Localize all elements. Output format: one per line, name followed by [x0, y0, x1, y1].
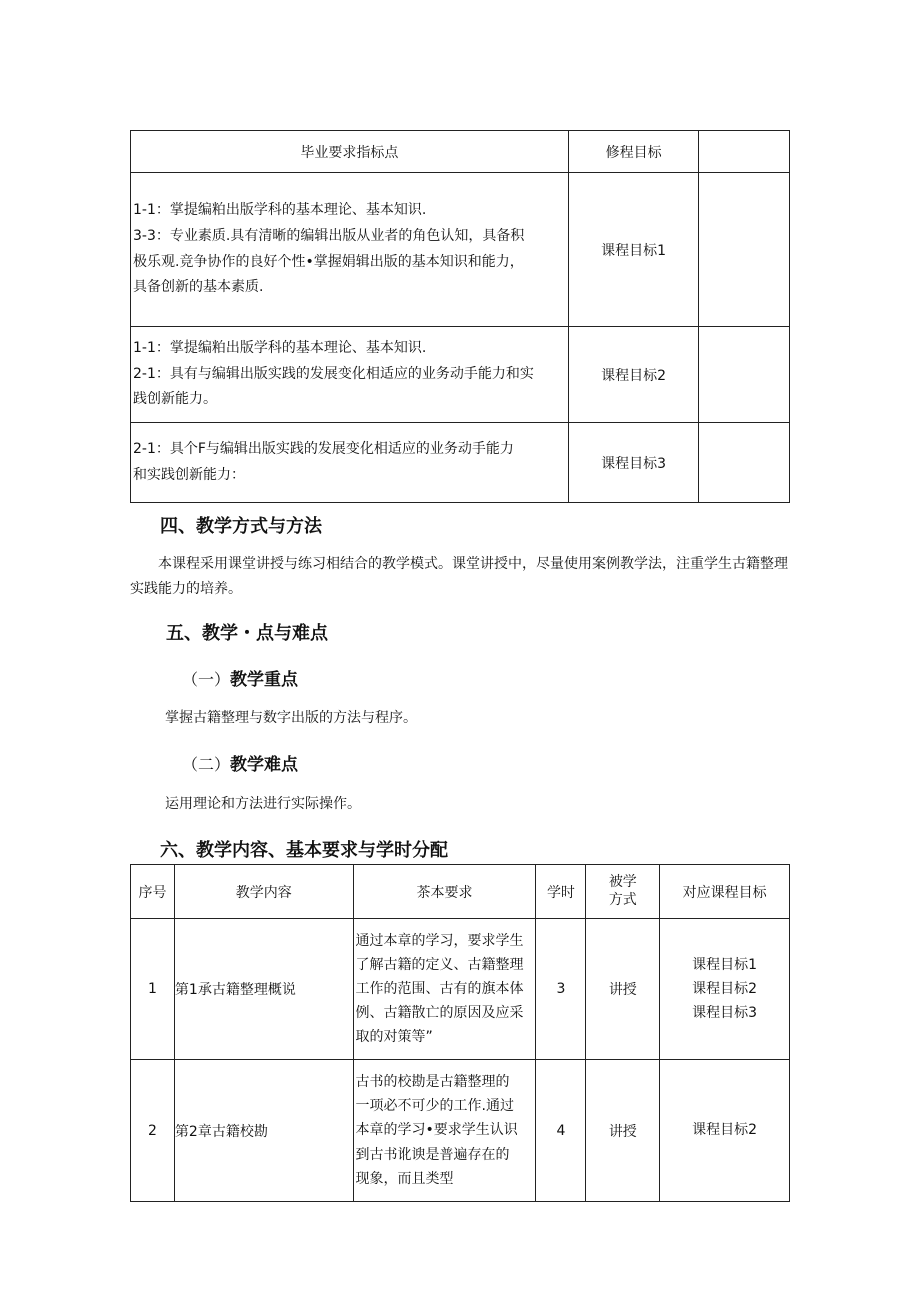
requirement-line: 2-1：具个F与编辑出版实践的发展变化相适应的业务动手能力: [133, 440, 514, 457]
requirement-line: 一项必不可少的工作.通过: [355, 1098, 514, 1115]
row-no: 2: [131, 1060, 175, 1202]
graduation-requirements-table: [130, 130, 790, 503]
key-points-text: 掌握古籍整理与数字出版的方法与程序。: [165, 710, 417, 726]
row-requirements: [353, 919, 536, 1060]
requirement-line: 工作的范围、古有的旗本体: [355, 980, 524, 997]
row-method: 讲授: [586, 919, 660, 1060]
target-item: 课程目标1: [692, 956, 758, 973]
requirement-line: 了解古籍的定义、古籍整理: [355, 956, 524, 973]
requirement-line: 和实践创新能力：: [133, 466, 245, 483]
difficulties-text: 运用理论和方法进行实际操作。: [165, 796, 361, 812]
course-target-cell: 课程目标1: [568, 173, 699, 327]
header-hours: 学时: [536, 865, 586, 919]
header-method-line: 被学: [608, 874, 637, 890]
subsection-prefix: （一）: [182, 670, 231, 689]
header-content: 教学内容: [174, 865, 353, 919]
header-course-target: 修程目标: [568, 131, 699, 173]
requirement-cell: [131, 423, 569, 503]
row-requirements: [353, 1060, 536, 1202]
row-content: 第2章古籍校勘: [174, 1060, 353, 1202]
row-targets: [660, 919, 790, 1060]
target-item: 课程目标3: [692, 1005, 758, 1022]
table-row: [131, 423, 790, 503]
empty-cell: [699, 423, 790, 503]
row-hours: 4: [536, 1060, 586, 1202]
requirement-line: 本章的学习•要求学生认识: [355, 1122, 518, 1139]
requirement-line: 践创新能力。: [133, 391, 217, 408]
subsection-title: 教学重点: [230, 670, 299, 690]
requirement-line: 取的对策等”: [355, 1029, 433, 1046]
table-header-row: [131, 865, 790, 919]
requirement-line: 例、古籍散亡的原因及应采: [355, 1005, 524, 1022]
header-method-line: 方式: [608, 891, 637, 908]
header-indicator: 毕业要求指标点: [131, 131, 569, 173]
section4-heading: 四、教学方式与方法: [160, 516, 322, 537]
course-target-cell: 课程目标2: [568, 327, 699, 423]
row-no: 1: [131, 919, 175, 1060]
requirement-cell: [131, 327, 569, 423]
subsection-key-points: [182, 665, 298, 690]
table-row: [131, 173, 790, 327]
target-item: 课程目标2: [692, 1122, 758, 1139]
requirement-cell: [131, 173, 569, 327]
requirement-line: 2-1：具有与编辑出版实践的发展变化相适应的业务动手能力和实: [133, 365, 534, 382]
table-header-row: [131, 131, 790, 173]
teaching-content-table: [130, 864, 790, 1202]
section5-heading: 五、教学・点与难点: [166, 623, 328, 644]
requirement-line: 极乐观.竞争协作的良好个性•掌握娟辑出版的基本知识和能力，: [133, 253, 524, 270]
section4-paragraph: 本课程采用课堂讲授与练习相结合的教学模式。课堂讲授中，尽量使用案例教学法，注重学生古籍整理实践能力的培养。: [130, 556, 788, 597]
target-item: 课程目标2: [692, 980, 758, 997]
section6-heading: 六、教学内容、基本要求与学时分配: [160, 840, 448, 861]
row-targets: [660, 1060, 790, 1202]
table-row: [131, 919, 790, 1060]
course-target-cell: 课程目标3: [568, 423, 699, 503]
empty-cell: [699, 327, 790, 423]
requirement-line: 1-1：掌提编粕出版学科的基本理论、基本知识.: [133, 339, 427, 356]
requirement-line: 具备创新的基本素质.: [133, 279, 264, 296]
header-no: 序号: [131, 865, 175, 919]
header-method: [586, 865, 660, 919]
requirement-line: 1-1：掌提编粕出版学科的基本理论、基本知识.: [133, 201, 427, 218]
subsection-title: 教学难点: [230, 755, 299, 775]
requirement-line: 通过本章的学习，要求学生: [355, 932, 524, 949]
header-empty: [699, 131, 790, 173]
requirement-line: 现象，而且类型: [355, 1170, 454, 1187]
table-row: [131, 327, 790, 423]
header-requirements: 茶本要求: [353, 865, 536, 919]
row-hours: 3: [536, 919, 586, 1060]
requirement-line: 到古书讹谀是普遍存在的: [355, 1146, 510, 1163]
subsection-prefix: （二）: [182, 755, 231, 774]
row-method: 讲授: [586, 1060, 660, 1202]
empty-cell: [699, 173, 790, 327]
table-row: [131, 1060, 790, 1202]
requirement-line: 3-3：专业素质.具有清晰的编辑出版从业者的角色认知，具备积: [133, 227, 525, 244]
header-targets: 对应课程目标: [660, 865, 790, 919]
row-content: 第1承古籍整理概说: [174, 919, 353, 1060]
requirement-line: 古书的校勘是古籍整理的: [355, 1074, 510, 1091]
subsection-difficulties: [182, 750, 298, 775]
